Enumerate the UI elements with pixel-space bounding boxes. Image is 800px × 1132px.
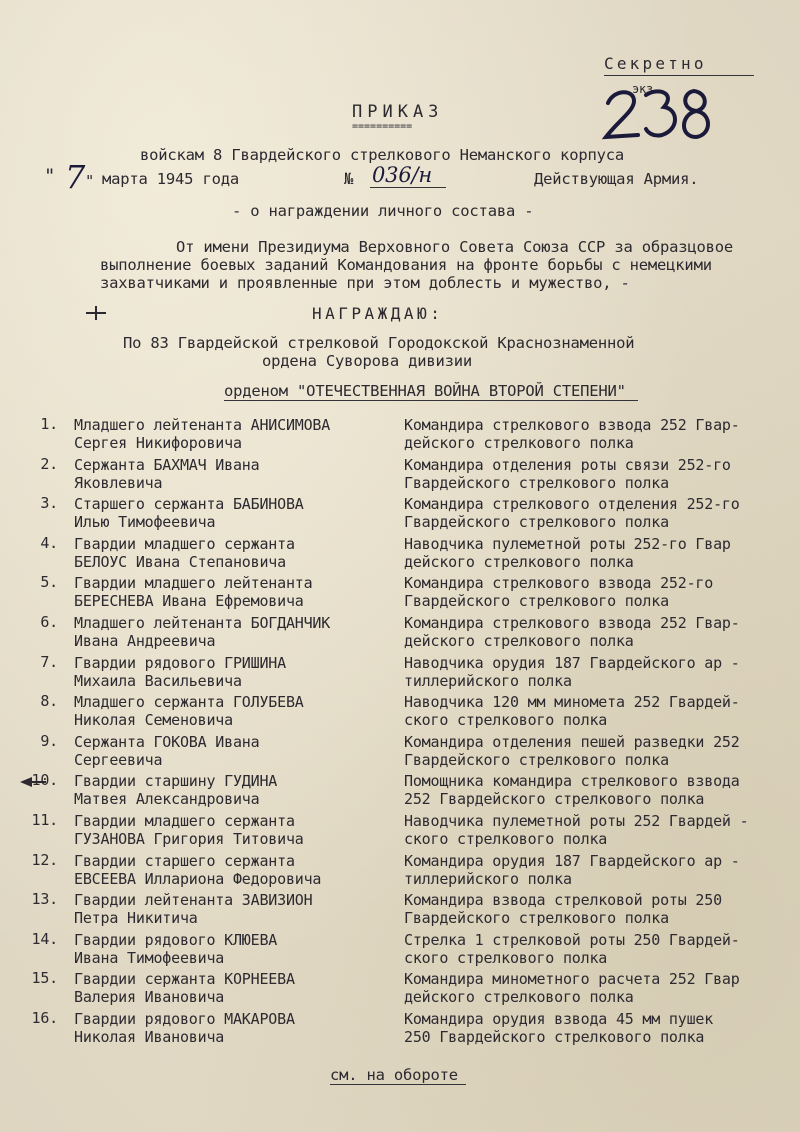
entry-number: 12. bbox=[31, 851, 58, 869]
recipient-position: Наводчика пулеметной роты 252 Гвардей - bbox=[404, 812, 749, 830]
see-reverse-note: см. на обороте bbox=[330, 1066, 458, 1084]
recipient-position-cont: Гвардейского стрелкового полка bbox=[404, 909, 669, 927]
recipient-name-cont: Валерия Ивановича bbox=[74, 988, 225, 1006]
recipient-rank-name: Сержанта БАХМАЧ Ивана bbox=[74, 456, 260, 474]
recipient-position: Командира стрелкового отделения 252-го bbox=[404, 495, 740, 513]
list-item bbox=[0, 456, 800, 496]
recipient-position: Командира стрелкового взвода 252 Гвар- bbox=[404, 614, 740, 632]
list-item bbox=[0, 693, 800, 733]
entry-number: 16. bbox=[31, 1009, 58, 1027]
entry-number: 6. bbox=[40, 613, 58, 631]
list-item bbox=[0, 812, 800, 852]
division-line-1: По 83 Гвардейской стрелковой Городокской Краснознаменной bbox=[123, 334, 635, 352]
recipient-position-cont: дейского стрелкового полка bbox=[404, 632, 634, 650]
list-item bbox=[0, 970, 800, 1010]
recipient-position: Командира отделения роты связи 252-го bbox=[404, 456, 731, 474]
recipient-position-cont: дейского стрелкового полка bbox=[404, 553, 634, 571]
recipient-position: Наводчика 120 мм миномета 252 Гвардей- bbox=[404, 693, 740, 711]
recipient-name-cont: Петра Никитича bbox=[74, 909, 198, 927]
secret-mark: Секретно bbox=[604, 54, 707, 73]
recipient-position-cont: ского стрелкового полка bbox=[404, 830, 608, 848]
entry-number: 5. bbox=[40, 573, 58, 591]
order-number-handwritten: 036/н bbox=[372, 163, 432, 187]
recipient-position: Наводчика пулеметной роты 252-го Гвар bbox=[404, 535, 731, 553]
list-item bbox=[0, 931, 800, 971]
list-item bbox=[0, 772, 800, 812]
recipient-name-cont: Николая Ивановича bbox=[74, 1028, 225, 1046]
list-item bbox=[0, 852, 800, 892]
entry-number: 14. bbox=[31, 930, 58, 948]
recipient-rank-name: Младшего сержанта ГОЛУБЕВА bbox=[74, 693, 304, 711]
recipient-name-cont: Михаила Васильевича bbox=[74, 672, 242, 690]
recipient-name-cont: Илью Тимофеевича bbox=[74, 513, 216, 531]
recipient-position: Командира орудия взвода 45 мм пушек bbox=[404, 1010, 714, 1028]
list-item bbox=[0, 574, 800, 614]
handwritten-number-238 bbox=[600, 85, 718, 145]
recipient-rank-name: Гвардии младшего лейтенанта bbox=[74, 574, 313, 592]
recipient-name-cont: Матвея Александровича bbox=[74, 790, 260, 808]
recipient-position: Командира минометного расчета 252 Гвар bbox=[404, 970, 740, 988]
recipient-name-cont: Сергея Никифоровича bbox=[74, 434, 242, 452]
entry-number: 4. bbox=[40, 534, 58, 552]
entry-number: 9. bbox=[40, 732, 58, 750]
recipient-rank-name: Гвардии рядового КЛЮЕВА bbox=[74, 931, 278, 949]
list-item bbox=[0, 535, 800, 575]
number-sign: № bbox=[344, 170, 354, 188]
list-item bbox=[0, 1010, 800, 1050]
recipient-position-cont: Гвардейского стрелкового полка bbox=[404, 592, 669, 610]
addressee-line: войскам 8 Гвардейского стрелкового Неманского корпуса bbox=[140, 146, 624, 164]
entry-number: 13. bbox=[31, 890, 58, 908]
recipient-position-cont: Гвардейского стрелкового полка bbox=[404, 474, 669, 492]
recipient-position: Командира стрелкового взвода 252 Гвар- bbox=[404, 416, 740, 434]
recipient-rank-name: Старшего сержанта БАБИНОВА bbox=[74, 495, 304, 513]
recipient-rank-name: Гвардии старшину ГУДИНА bbox=[74, 772, 278, 790]
preamble-line-2: выполнение боевых заданий Командования на фронте борьбы с немецкими bbox=[100, 256, 712, 274]
recipient-position: Командира отделения пешей разведки 252 bbox=[404, 733, 740, 751]
recipient-rank-name: Гвардии рядового МАКАРОВА bbox=[74, 1010, 295, 1028]
recipient-name-cont: Ивана Тимофеевича bbox=[74, 949, 225, 967]
recipient-name-cont: Яковлевича bbox=[74, 474, 163, 492]
list-item bbox=[0, 614, 800, 654]
order-heading: орденом "ОТЕЧЕСТВЕННАЯ ВОЙНА ВТОРОЙ СТЕПЕНИ" bbox=[224, 382, 626, 400]
date-month-year: марта 1945 года bbox=[102, 170, 239, 188]
recipient-name-cont: Сергеевича bbox=[74, 751, 163, 769]
recipient-rank-name: Сержанта ГОКОВА Ивана bbox=[74, 733, 260, 751]
recipient-position: Командира стрелкового взвода 252-го bbox=[404, 574, 714, 592]
recipient-name-cont: Ивана Андреевича bbox=[74, 632, 216, 650]
preamble-line-3: захватчиками и проявленные при этом доблесть и мужество, - bbox=[100, 274, 630, 292]
recipient-position: Помощника командира стрелкового взвода bbox=[404, 772, 740, 790]
award-heading: НАГРАЖДАЮ: bbox=[312, 304, 444, 323]
order-heading-underline bbox=[224, 400, 638, 401]
order-number-underline bbox=[370, 187, 446, 188]
recipient-rank-name: Гвардии сержанта КОРНЕЕВА bbox=[74, 970, 295, 988]
entry-number: 3. bbox=[40, 494, 58, 512]
entry-number: 7. bbox=[40, 653, 58, 671]
division-line-2: ордена Суворова дивизии bbox=[262, 352, 473, 370]
recipient-position-cont: тиллерийского полка bbox=[404, 672, 572, 690]
list-item bbox=[0, 654, 800, 694]
recipient-position-cont: тиллерийского полка bbox=[404, 870, 572, 888]
entry-number: 1. bbox=[40, 415, 58, 433]
date-close-quote: " bbox=[85, 172, 95, 190]
recipient-position-cont: дейского стрелкового полка bbox=[404, 988, 634, 1006]
copy-label: экз. bbox=[632, 82, 661, 96]
recipient-position-cont: 252 Гвардейского стрелкового полка bbox=[404, 790, 705, 808]
see-reverse-underline bbox=[330, 1084, 466, 1085]
list-item bbox=[0, 416, 800, 456]
entry-number: 10. bbox=[31, 771, 58, 789]
recipient-name-cont: ЕВСЕЕВА Иллариона Федоровича bbox=[74, 870, 322, 888]
recipient-rank-name: Младшего лейтенанта БОГДАНЧИК bbox=[74, 614, 331, 632]
entry-number: 8. bbox=[40, 692, 58, 710]
recipient-rank-name: Гвардии младшего сержанта bbox=[74, 812, 295, 830]
recipient-name-cont: БЕЛОУС Ивана Степановича bbox=[74, 553, 286, 571]
date-day-handwritten: 7 bbox=[65, 158, 86, 196]
list-item bbox=[0, 733, 800, 773]
entry-number: 11. bbox=[31, 811, 58, 829]
recipient-position: Стрелка 1 стрелковой роты 250 Гвардей- bbox=[404, 931, 740, 949]
recipient-rank-name: Гвардии младшего сержанта bbox=[74, 535, 295, 553]
entry-number: 15. bbox=[31, 969, 58, 987]
date-open-quote: " bbox=[44, 165, 56, 187]
preamble-line-1: От имени Президиума Верховного Совета Союза ССР за образцовое bbox=[176, 238, 734, 256]
recipient-name-cont: БЕРЕСНЕВА Ивана Ефремовича bbox=[74, 592, 304, 610]
recipient-position-cont: дейского стрелкового полка bbox=[404, 434, 634, 452]
entry-number: 2. bbox=[40, 455, 58, 473]
army-label: Действующая Армия. bbox=[534, 170, 699, 188]
recipient-position: Командира орудия 187 Гвардейского ар - bbox=[404, 852, 740, 870]
recipient-name-cont: ГУЗАНОВА Григория Титовича bbox=[74, 830, 304, 848]
recipient-position-cont: 250 Гвардейского стрелкового полка bbox=[404, 1028, 705, 1046]
recipient-rank-name: Гвардии старшего сержанта bbox=[74, 852, 295, 870]
recipient-name-cont: Николая Семеновича bbox=[74, 711, 233, 729]
list-item bbox=[0, 891, 800, 931]
document-title: ПРИКАЗ bbox=[352, 102, 444, 122]
title-underline: ========== bbox=[352, 121, 413, 132]
recipient-position-cont: ского стрелкового полка bbox=[404, 711, 608, 729]
hole-punch-mark-icon bbox=[84, 304, 108, 322]
recipient-position-cont: Гвардейского стрелкового полка bbox=[404, 513, 669, 531]
recipient-position-cont: Гвардейского стрелкового полка bbox=[404, 751, 669, 769]
recipient-position: Наводчика орудия 187 Гвардейского ар - bbox=[404, 654, 740, 672]
recipient-rank-name: Младшего лейтенанта АНИСИМОВА bbox=[74, 416, 331, 434]
recipient-position: Командира взвода стрелковой роты 250 bbox=[404, 891, 722, 909]
secret-underline bbox=[604, 75, 754, 76]
order-subject: - о награждении личного состава - bbox=[232, 202, 534, 220]
list-item bbox=[0, 495, 800, 535]
recipient-rank-name: Гвардии лейтенанта ЗАВИЗИОН bbox=[74, 891, 313, 909]
recipient-position-cont: ского стрелкового полка bbox=[404, 949, 608, 967]
recipient-rank-name: Гвардии рядового ГРИШИНА bbox=[74, 654, 286, 672]
